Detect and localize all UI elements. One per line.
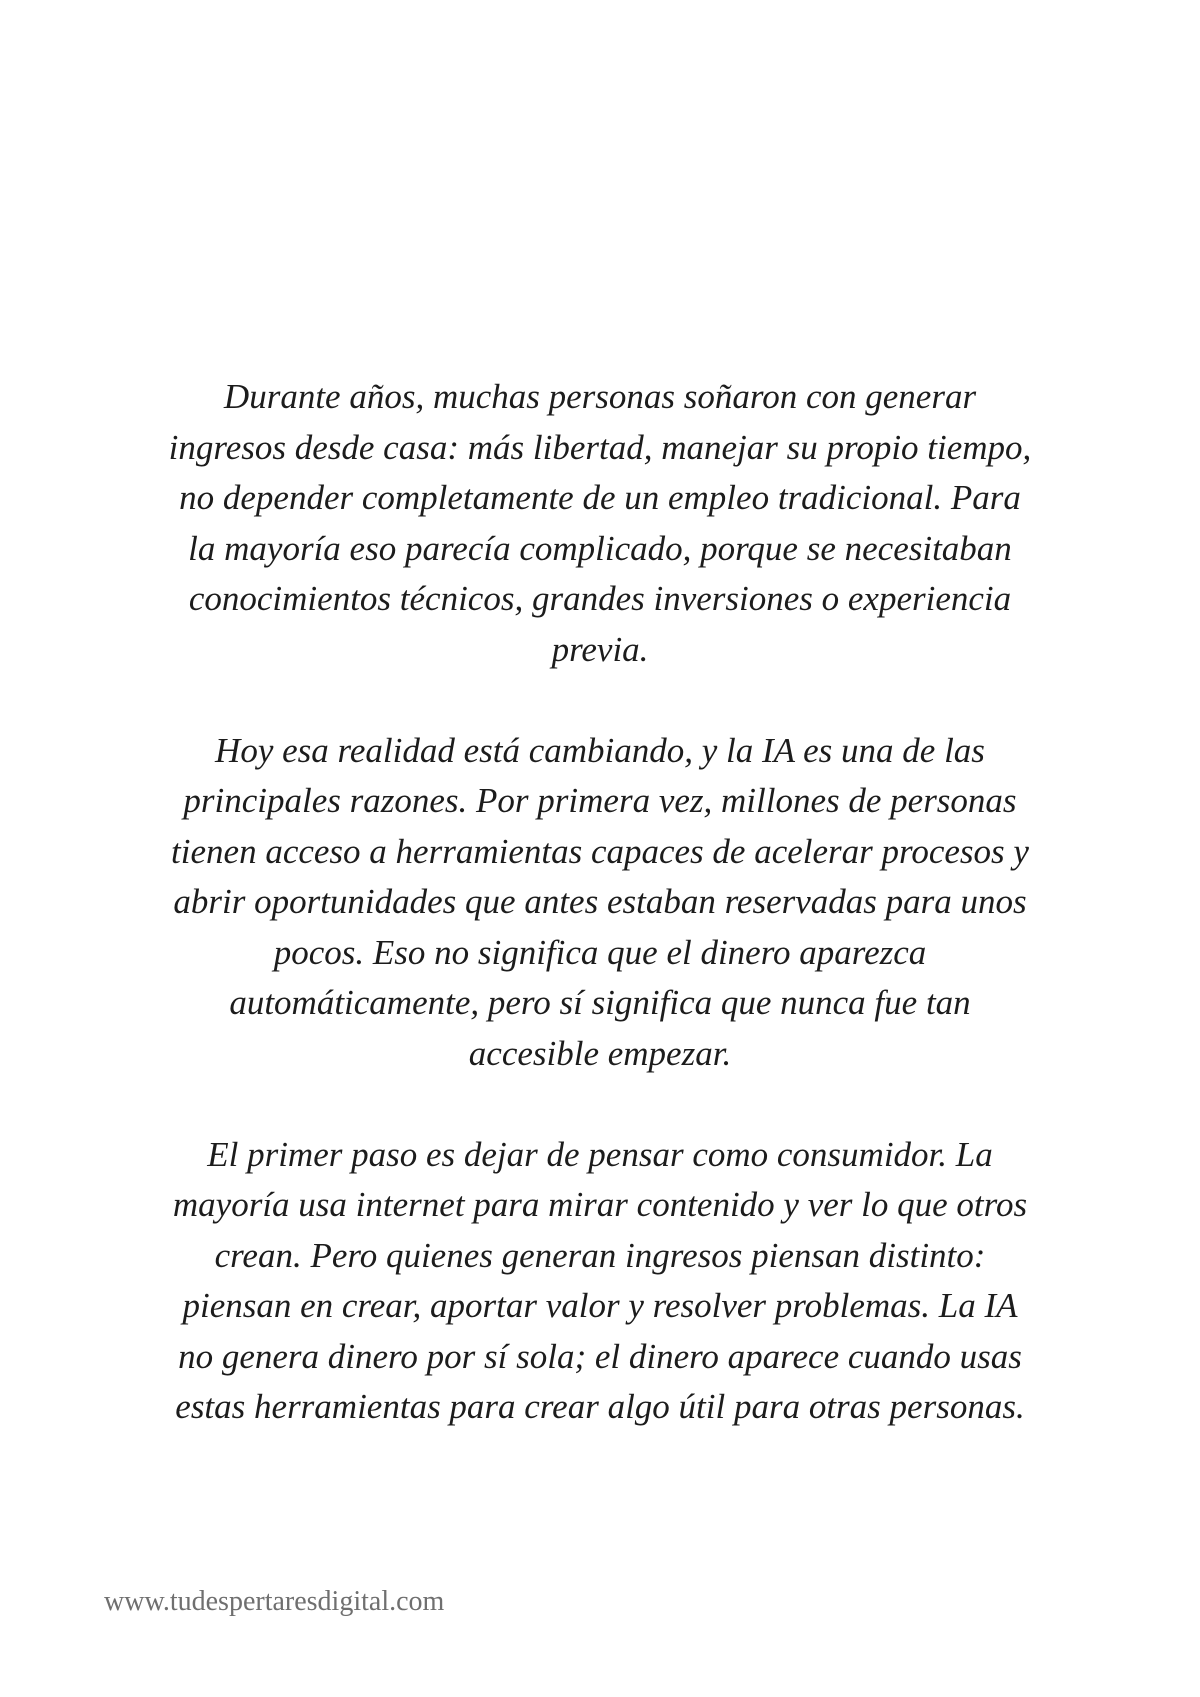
text-line: pocos. Eso no significa que el dinero aparezca [273, 932, 927, 972]
text-line: Hoy esa realidad está cambiando, y la IA es una de las [215, 730, 985, 770]
text-line: accesible empezar. [468, 1033, 732, 1073]
text-line: mayoría usa internet para mirar contenido y ver lo que otros [172, 1185, 1028, 1224]
text-line: conocimientos técnicos, grandes inversiones o experiencia [188, 579, 1012, 618]
text-line: no depender completamente de un empleo tradicional. Para [179, 478, 1021, 517]
text-line: Durante años, muchas personas soñaron con generar [223, 377, 977, 416]
paragraph-1 [120, 372, 1080, 675]
text-line: El primer paso es dejar de pensar como consumidor. La [207, 1134, 993, 1174]
body-text [120, 372, 1080, 1433]
text-line: principales razones. Por primera vez, millones de personas [183, 781, 1017, 820]
text-line: tienen acceso a herramientas capaces de acelerar procesos y [171, 831, 1029, 871]
text-line: la mayoría eso parecía complicado, porque se necesitaban [188, 528, 1012, 568]
text-line: crean. Pero quienes generan ingresos piensan distinto: [214, 1235, 986, 1275]
text-line: no genera dinero por sí sola; el dinero aparece cuando usas [178, 1336, 1022, 1376]
text-line: piensan en crear, aportar valor y resolver problemas. La IA [182, 1286, 1018, 1325]
text-line: ingresos desde casa: más libertad, manejar su propio tiempo, [168, 427, 1032, 467]
footer-website-url: www.tudespertaresdigital.com [104, 1586, 445, 1617]
text-line: previa. [551, 629, 649, 669]
paragraph-3 [120, 1130, 1080, 1433]
text-line: automáticamente, pero sí significa que nunca fue tan [229, 983, 971, 1022]
paragraph-2 [120, 726, 1080, 1080]
text-line: abrir oportunidades que antes estaban reservadas para unos [173, 882, 1027, 921]
text-line: estas herramientas para crear algo útil para otras personas. [175, 1387, 1025, 1426]
